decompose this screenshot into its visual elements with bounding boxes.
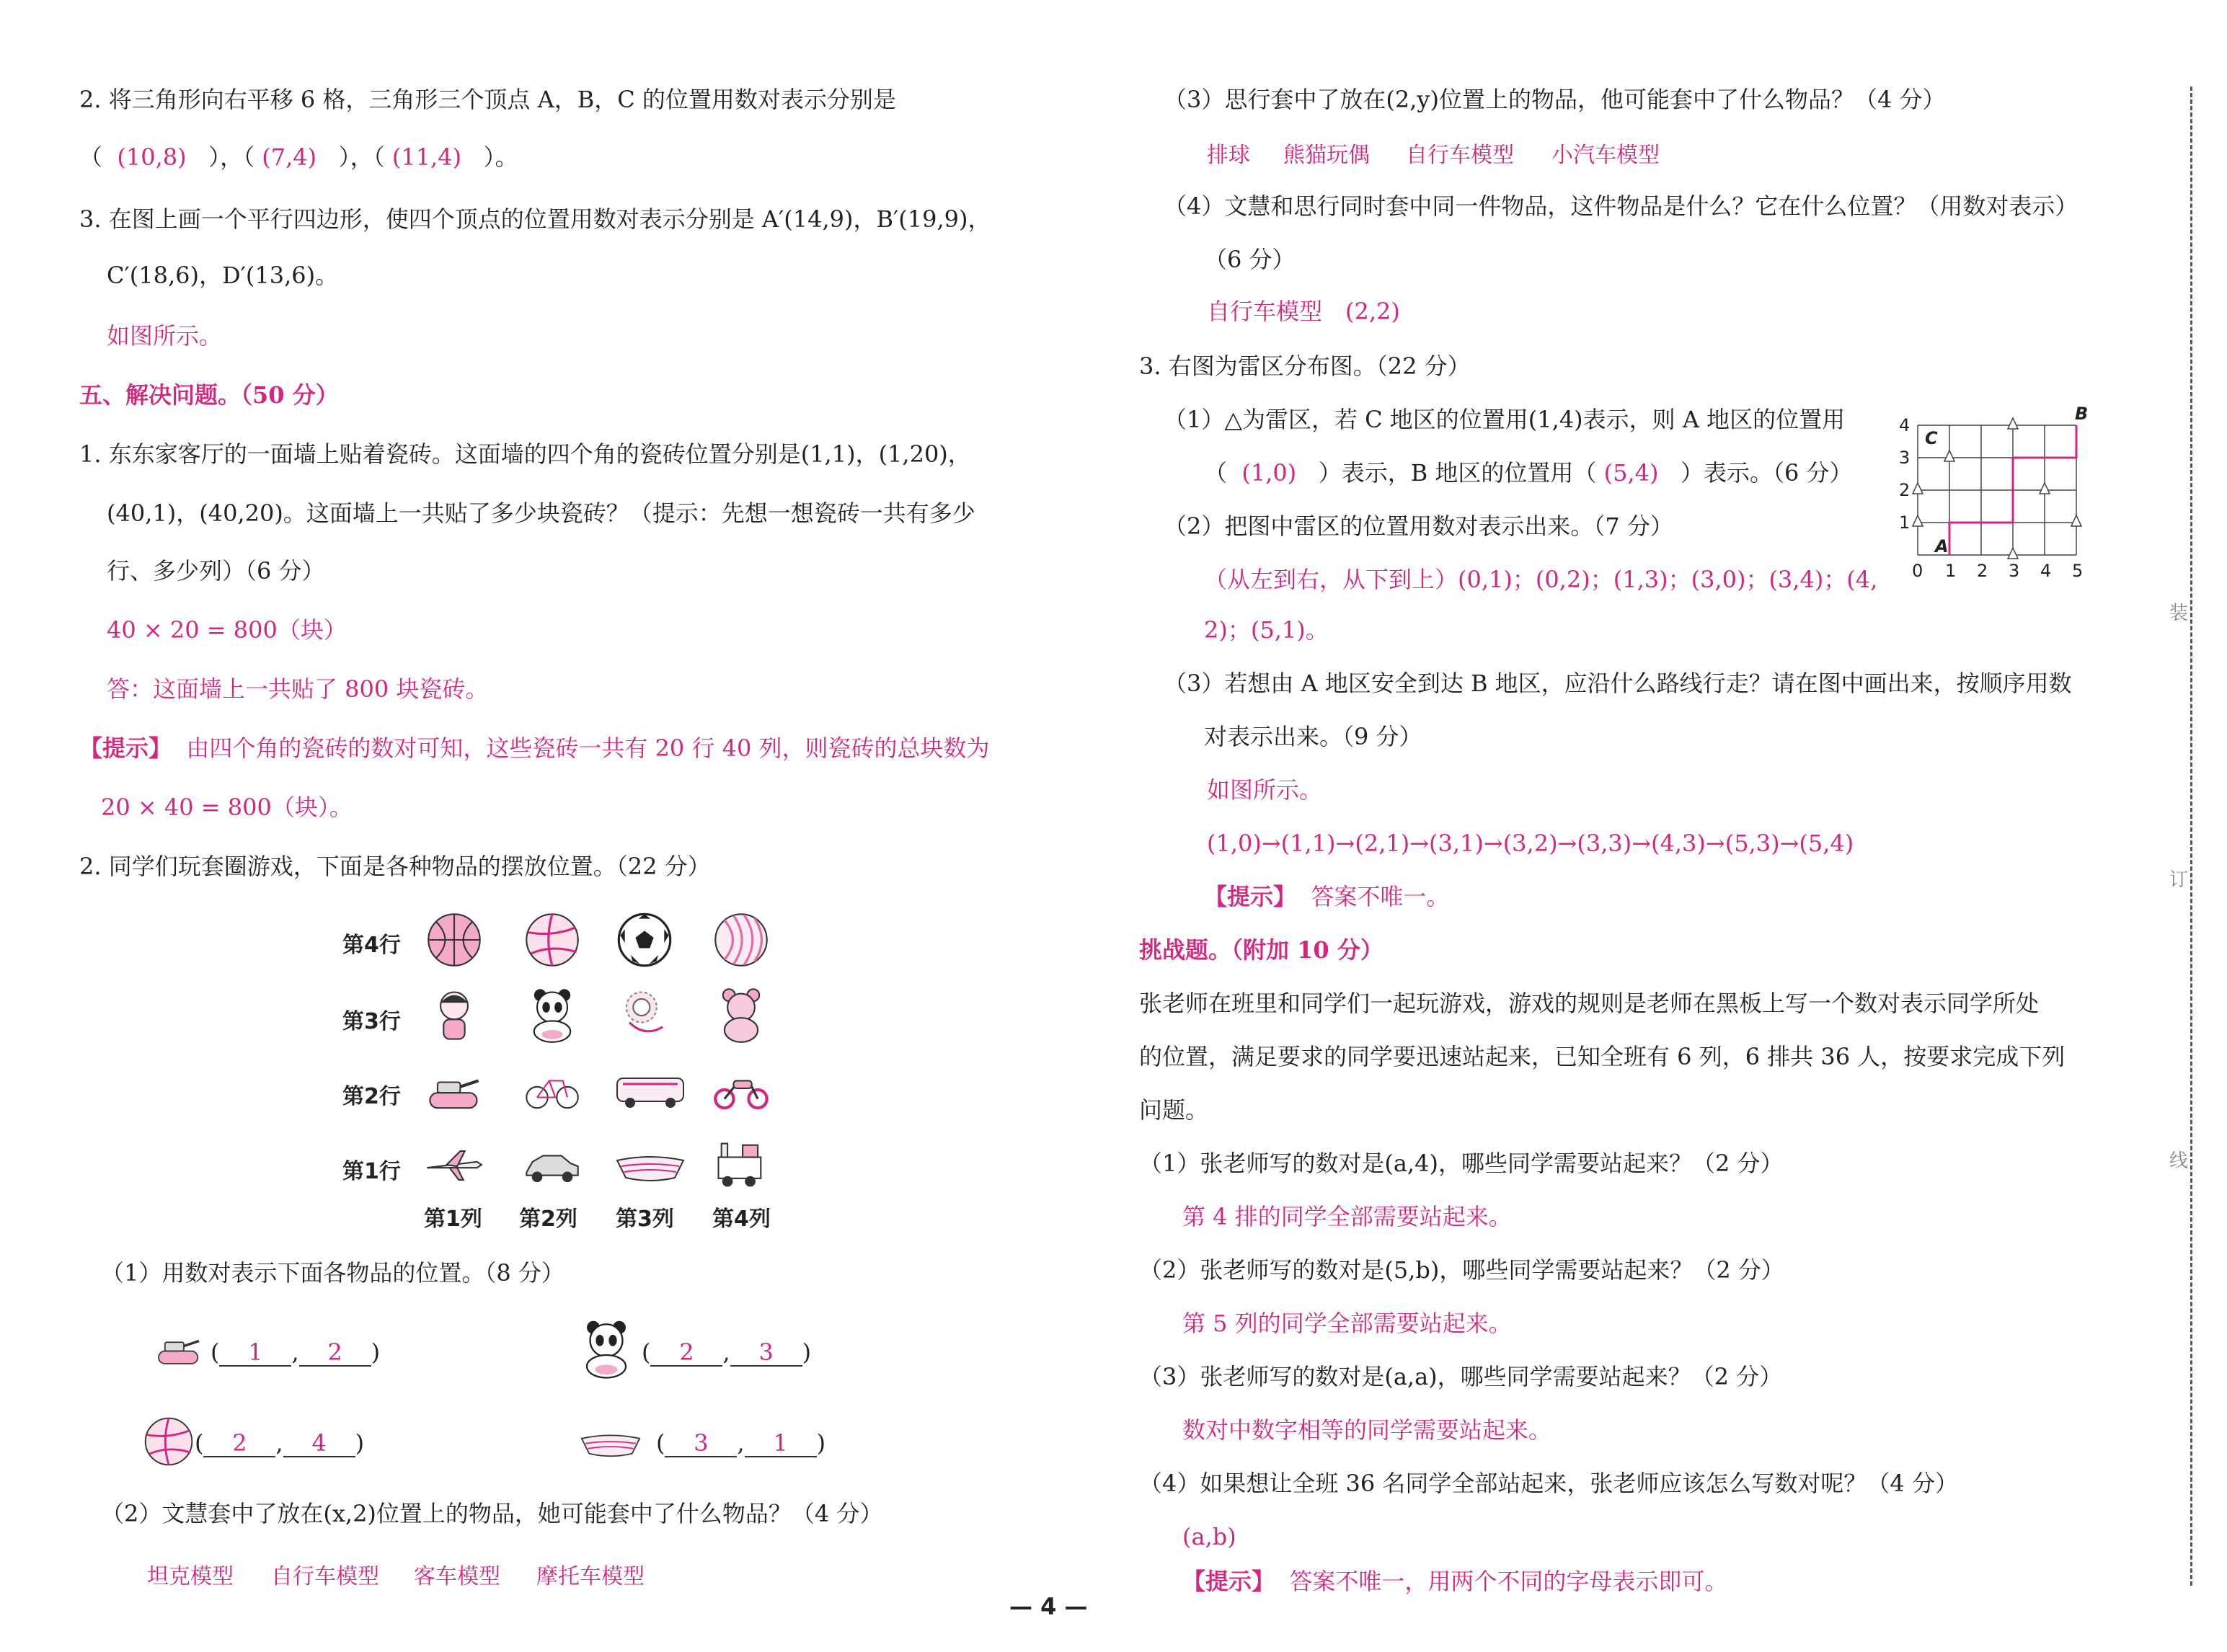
basketball-icon <box>424 910 484 970</box>
problem-3-2-text: （2）把图中雷区的位置用数对表示出来。（7 分） <box>1164 512 1673 540</box>
x-tick-0: 0 <box>1912 561 1923 581</box>
problem-3-2-answer-2: 2)；(5,1)。 <box>1204 616 1329 644</box>
bicycle-icon <box>522 1060 583 1120</box>
boat-icon <box>614 1134 686 1195</box>
y-tick-3: 3 <box>1899 448 1911 468</box>
y-tick-2: 2 <box>1899 480 1911 500</box>
challenge-q3: （3）张老师写的数对是(a,a)，哪些同学需要站起来？（2 分） <box>1139 1363 1783 1390</box>
problem-3-3-answer: 如图所示。 <box>1207 776 1323 804</box>
boat-small-icon <box>571 1417 650 1467</box>
problem-2-3-text: （3）思行套中了放在(2,y)位置上的物品，他可能套中了什么物品？（4 分） <box>1164 86 1946 113</box>
col-label-4: 第4列 <box>712 1207 771 1232</box>
problem-1-calc: 40 × 20 = 800（块） <box>107 616 347 644</box>
y-tick-4: 4 <box>1899 415 1911 435</box>
col-label-2: 第2列 <box>519 1207 577 1232</box>
volleyball-icon <box>522 910 583 970</box>
x-tick-5: 5 <box>2072 561 2084 581</box>
question-2-text: 2. 将三角形向右平移 6 格，三角形三个顶点 A，B，C 的位置用数对表示分别是 <box>79 86 896 113</box>
row-label-3: 第3行 <box>342 1009 401 1034</box>
col-label-1: 第1列 <box>424 1207 482 1232</box>
boat-position: ( 3 , 1 ) <box>656 1429 826 1457</box>
answer-car-model: 小汽车模型 <box>1551 143 1660 168</box>
volleyball-position: ( 2 , 4 ) <box>195 1429 365 1457</box>
mine-marker <box>2008 418 2018 429</box>
section-5-heading: 五、解决问题。（50 分） <box>79 381 339 409</box>
question-3-answer: 如图所示。 <box>107 322 223 350</box>
problem-1-line2: (40,1)，(40,20)。这面墙上一共贴了多少块瓷砖？（提示：先想一想瓷砖一共有多少 <box>107 499 975 527</box>
answer-panda-toy: 熊猫玩偶 <box>1283 143 1370 168</box>
col-label-3: 第3列 <box>616 1207 674 1232</box>
point-a-label: A <box>1935 536 1949 556</box>
train-icon <box>711 1134 771 1195</box>
x-tick-3: 3 <box>2009 561 2020 581</box>
volleyball-small-icon <box>141 1414 196 1469</box>
problem-3-3-text: （3）若想由 A 地区安全到达 B 地区，应沿什么路线行走？请在图中画出来，按顺序用数 <box>1164 670 2072 697</box>
problem-2-1-text: （1）用数对表示下面各物品的位置。（8 分） <box>101 1259 565 1287</box>
x-tick-4: 4 <box>2040 561 2052 581</box>
challenge-heading: 挑战题。（附加 10 分） <box>1139 936 1383 964</box>
lion-toy-icon <box>614 985 675 1045</box>
binding-line <box>2190 86 2192 1586</box>
problem-1-answer: 答：这面墙上一共贴了 800 块瓷砖。 <box>107 675 489 703</box>
problem-2-2-text: （2）文慧套中了放在(x,2)位置上的物品，她可能套中了什么物品？（4 分） <box>101 1500 883 1527</box>
question-2-answers: （ (10,8) ），（ (7,4) ），（ (11,4) ）。 <box>79 143 518 171</box>
page-number: — 4 — <box>1009 1593 1088 1620</box>
answer-volleyball: 排球 <box>1207 143 1250 168</box>
problem-1-line1: 1. 东东家客厅的一面墙上贴着瓷砖。这面墙的四个角的瓷砖位置分别是(1,1)，(1,20)， <box>79 440 971 468</box>
problem-3-1-answers: （ (1,0) ）表示，B 地区的位置用（ (5,4) ）表示。（6 分） <box>1204 459 1853 487</box>
panda-position: ( 2 , 3 ) <box>642 1338 812 1366</box>
question-3-text: 3. 在图上画一个平行四边形，使四个顶点的位置用数对表示分别是 A′(14,9)，B′(19,9)， <box>79 205 991 233</box>
problem-3-1-text: （1）△为雷区，若 C 地区的位置用(1,4)表示，则 A 地区的位置用 <box>1164 406 1846 433</box>
binding-mark-1: 装 <box>2169 603 2188 624</box>
panda-small-icon <box>574 1316 639 1381</box>
challenge-q3-answer: 数对中数字相等的同学需要站起来。 <box>1182 1416 1552 1444</box>
challenge-line-3: 问题。 <box>1139 1096 1209 1124</box>
tank-icon <box>424 1060 484 1120</box>
airplane-icon <box>424 1134 484 1195</box>
problem-2-4-score: （6 分） <box>1204 246 1296 273</box>
row-label-2: 第2行 <box>342 1084 401 1109</box>
challenge-line-2: 的位置，满足要求的同学要迅速站起来，已知全班有 6 列，6 排共 36 人，按要求完成下列 <box>1139 1043 2066 1070</box>
problem-1-hint2: 20 × 40 = 800（块）。 <box>101 794 353 821</box>
y-tick-1: 1 <box>1899 512 1911 533</box>
problem-1-hint: 【提示】 由四个角的瓷砖的数对可知，这些瓷砖一共有 20 行 40 列，则瓷砖的总块数为 <box>79 734 990 762</box>
x-tick-2: 2 <box>1977 561 1988 581</box>
problem-2-4-answer: 自行车模型 (2,2) <box>1207 298 1400 325</box>
answer-bicycle: 自行车模型 <box>1406 143 1514 168</box>
answer-bus-model: 客车模型 <box>414 1564 500 1589</box>
question-3-cont: C′(18,6)，D′(13,6)。 <box>107 262 339 289</box>
problem-3-text: 3. 右图为雷区分布图。（22 分） <box>1139 352 1471 380</box>
car-icon <box>522 1134 583 1195</box>
problem-3-3-route: (1,0)→(1,1)→(2,1)→(3,1)→(3,2)→(3,3)→(4,3)→(5,3)→(5,4) <box>1207 830 1854 857</box>
problem-1-line3: 行、多少列）（6 分） <box>107 557 325 585</box>
mine-marker <box>1913 515 1923 526</box>
challenge-q1-answer: 第 4 排的同学全部需要站起来。 <box>1182 1203 1512 1230</box>
bus-icon <box>614 1060 686 1120</box>
tank-small-icon <box>149 1323 209 1374</box>
tank-position: ( 1 , 2 ) <box>211 1338 381 1366</box>
challenge-line-1: 张老师在班里和同学们一起玩游戏，游戏的规则是老师在黑板上写一个数对表示同学所处 <box>1139 990 2040 1017</box>
problem-3-hint: 【提示】 答案不唯一。 <box>1204 883 1450 910</box>
mine-marker <box>1913 483 1923 494</box>
point-c-label: C <box>1925 428 1938 448</box>
binding-mark-3: 线 <box>2169 1150 2188 1172</box>
problem-3-2-answer-1: （从左到右，从下到上）(0,1)；(0,2)；(1,3)；(3,0)；(3,4)；(4, <box>1204 566 1878 593</box>
striped-ball-icon <box>711 910 771 970</box>
mine-marker <box>2008 548 2018 559</box>
row-label-4: 第4行 <box>342 933 401 958</box>
x-tick-1: 1 <box>1945 561 1957 581</box>
problem-2-4-text: （4）文慧和思行同时套中同一件物品，这件物品是什么？它在什么位置？（用数对表示） <box>1164 192 2078 220</box>
panda-toy-icon <box>522 985 583 1045</box>
minefield-grid <box>1889 404 2148 584</box>
challenge-q1: （1）张老师写的数对是(a,4)，哪些同学需要站起来？（2 分） <box>1139 1150 1784 1177</box>
challenge-q2-answer: 第 5 列的同学全部需要站起来。 <box>1182 1310 1512 1337</box>
challenge-hint: 【提示】 答案不唯一，用两个不同的字母表示即可。 <box>1182 1568 1728 1595</box>
mine-marker <box>2040 483 2050 494</box>
challenge-q4: （4）如果想让全班 36 名同学全部站起来，张老师应该怎么写数对呢？（4 分） <box>1139 1470 1958 1497</box>
motorcycle-icon <box>711 1060 771 1120</box>
answer-tank-model: 坦克模型 <box>147 1564 234 1589</box>
point-b-label: B <box>2075 404 2089 424</box>
binding-mark-2: 订 <box>2169 869 2188 891</box>
challenge-q2: （2）张老师写的数对是(5,b)，哪些同学需要站起来？（2 分） <box>1139 1256 1784 1284</box>
teddy-bear-icon <box>711 985 771 1045</box>
doll-icon <box>424 985 484 1045</box>
mine-marker <box>1944 450 1954 461</box>
challenge-q4-answer: (a,b) <box>1182 1523 1236 1550</box>
mine-marker <box>2071 515 2081 526</box>
soccer-ball-icon <box>614 910 675 970</box>
answer-motorcycle-model: 摩托车模型 <box>536 1564 645 1589</box>
row-label-1: 第1行 <box>342 1159 401 1184</box>
problem-3-3-text-cont: 对表示出来。（9 分） <box>1204 723 1422 750</box>
problem-2-text: 2. 同学们玩套圈游戏，下面是各种物品的摆放位置。（22 分） <box>79 853 711 880</box>
answer-bicycle-model: 自行车模型 <box>271 1564 379 1589</box>
